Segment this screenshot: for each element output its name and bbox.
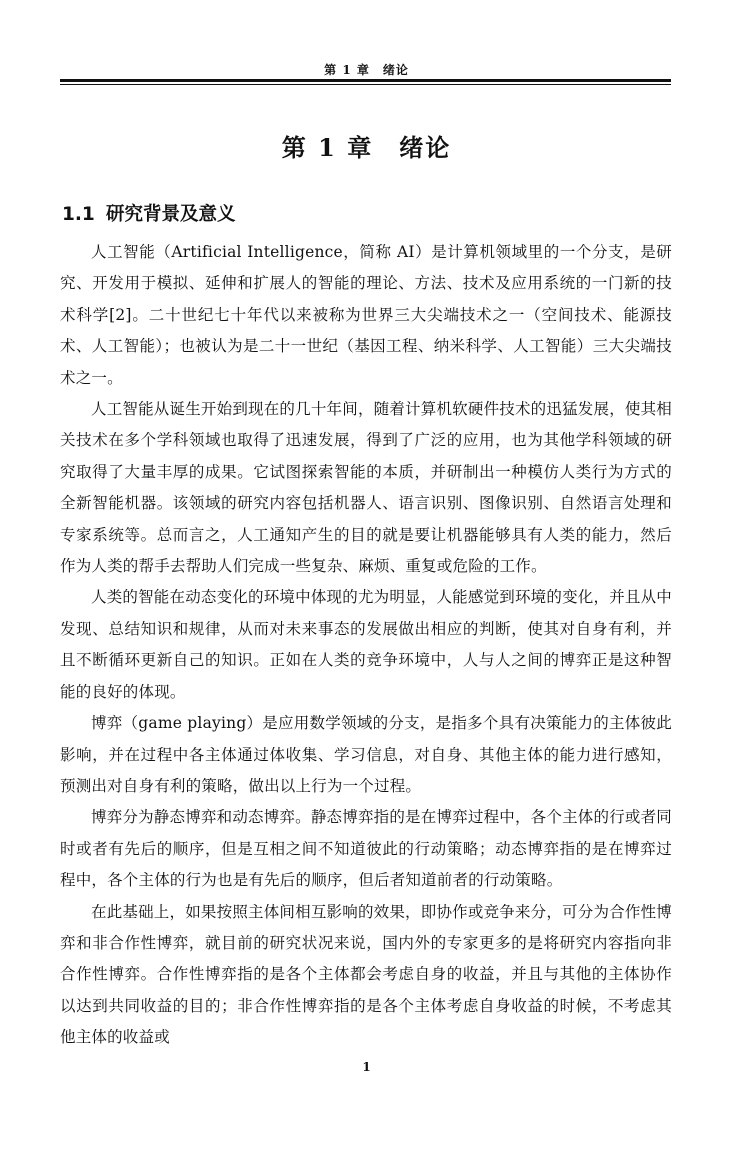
paragraph: 人类的智能在动态变化的环境中体现的尤为明显，人能感觉到环境的变化，并且从中发现、总结知识和规律，从而对未来事态的发展做出相应的判断，使其对自身有利，并且不断循环更新自己的知识。正如在人类的竞争环境中，人与人之间的博弈正是这种智能的良好的体现。 [60, 588, 672, 701]
paragraph: 人工智能（Artificial Intelligence，简称 AI）是计算机领域里的一个分支，是研究、开发用于模拟、延伸和扩展人的智能的理论、方法、技术及应用系统的一门新的技术科学[2]。二十世纪七十年代以来被称为世界三大尖端技术之一（空间技术、能源技术、人工智能）；也被认为是二十一世纪（基因工程、纳米科学、人工智能）三大尖端技术之一。 [60, 243, 672, 387]
section-number: 1.1 [62, 204, 95, 225]
chapter-title: 第 1 章 绪论 [281, 133, 452, 162]
paragraph: 在此基础上，如果按照主体间相互影响的效果，即协作或竞争来分，可分为合作性博弈和非合作性博弈，就目前的研究状况来说，国内外的专家更多的是将研究内容指向非合作性博弈。合作性博弈指的是各个主体都会考虑自身的收益，并且与其他的主体协作以达到共同收益的目的；非合作性博弈指的是各个主体考虑自身收益的时候，不考虑其他主体的收益或 [60, 902, 672, 1047]
paragraph: 博弈分为静态博弈和动态博弈。静态博弈指的是在博弈过程中，各个主体的行或者同时或者有先后的顺序，但是互相之间不知道彼此的行动策略；动态博弈指的是在博弈过程中，各个主体的行为也是有先后的顺序，但后者知道前者的行动策略。 [60, 808, 672, 890]
body-text [60, 237, 672, 1054]
section-title: 研究背景及意义 [106, 204, 236, 225]
running-header: 第 1 章 绪论 [324, 63, 409, 77]
paragraph: 博弈（game playing）是应用数学领域的分支，是指多个具有决策能力的主体彼此影响，并在过程中各主体通过体收集、学习信息，对自身、其他主体的能力进行感知，预测出对自身有利的策略，做出以上行为一个过程。 [60, 714, 672, 795]
page-number: 1 [362, 1060, 371, 1074]
header-rule-thick [60, 79, 671, 82]
section-heading [62, 200, 236, 226]
header-rule-thin [60, 84, 671, 85]
paragraph: 人工智能从诞生开始到现在的几十年间，随着计算机软硬件技术的迅猛发展，使其相关技术在多个学科领域也取得了迅速发展，得到了广泛的应用，也为其他学科领域的研究取得了大量丰厚的成果。它试图探索智能的本质，并研制出一种模仿人类行为方式的全新智能机器。该领域的研究内容包括机器人、语言识别、图像识别、自然语言处理和专家系统等。总而言之，人工通知产生的目的就是要让机器能够具有人类的能力，然后作为人类的帮手去帮助人们完成一些复杂、麻烦、重复或危险的工作。 [60, 400, 672, 576]
